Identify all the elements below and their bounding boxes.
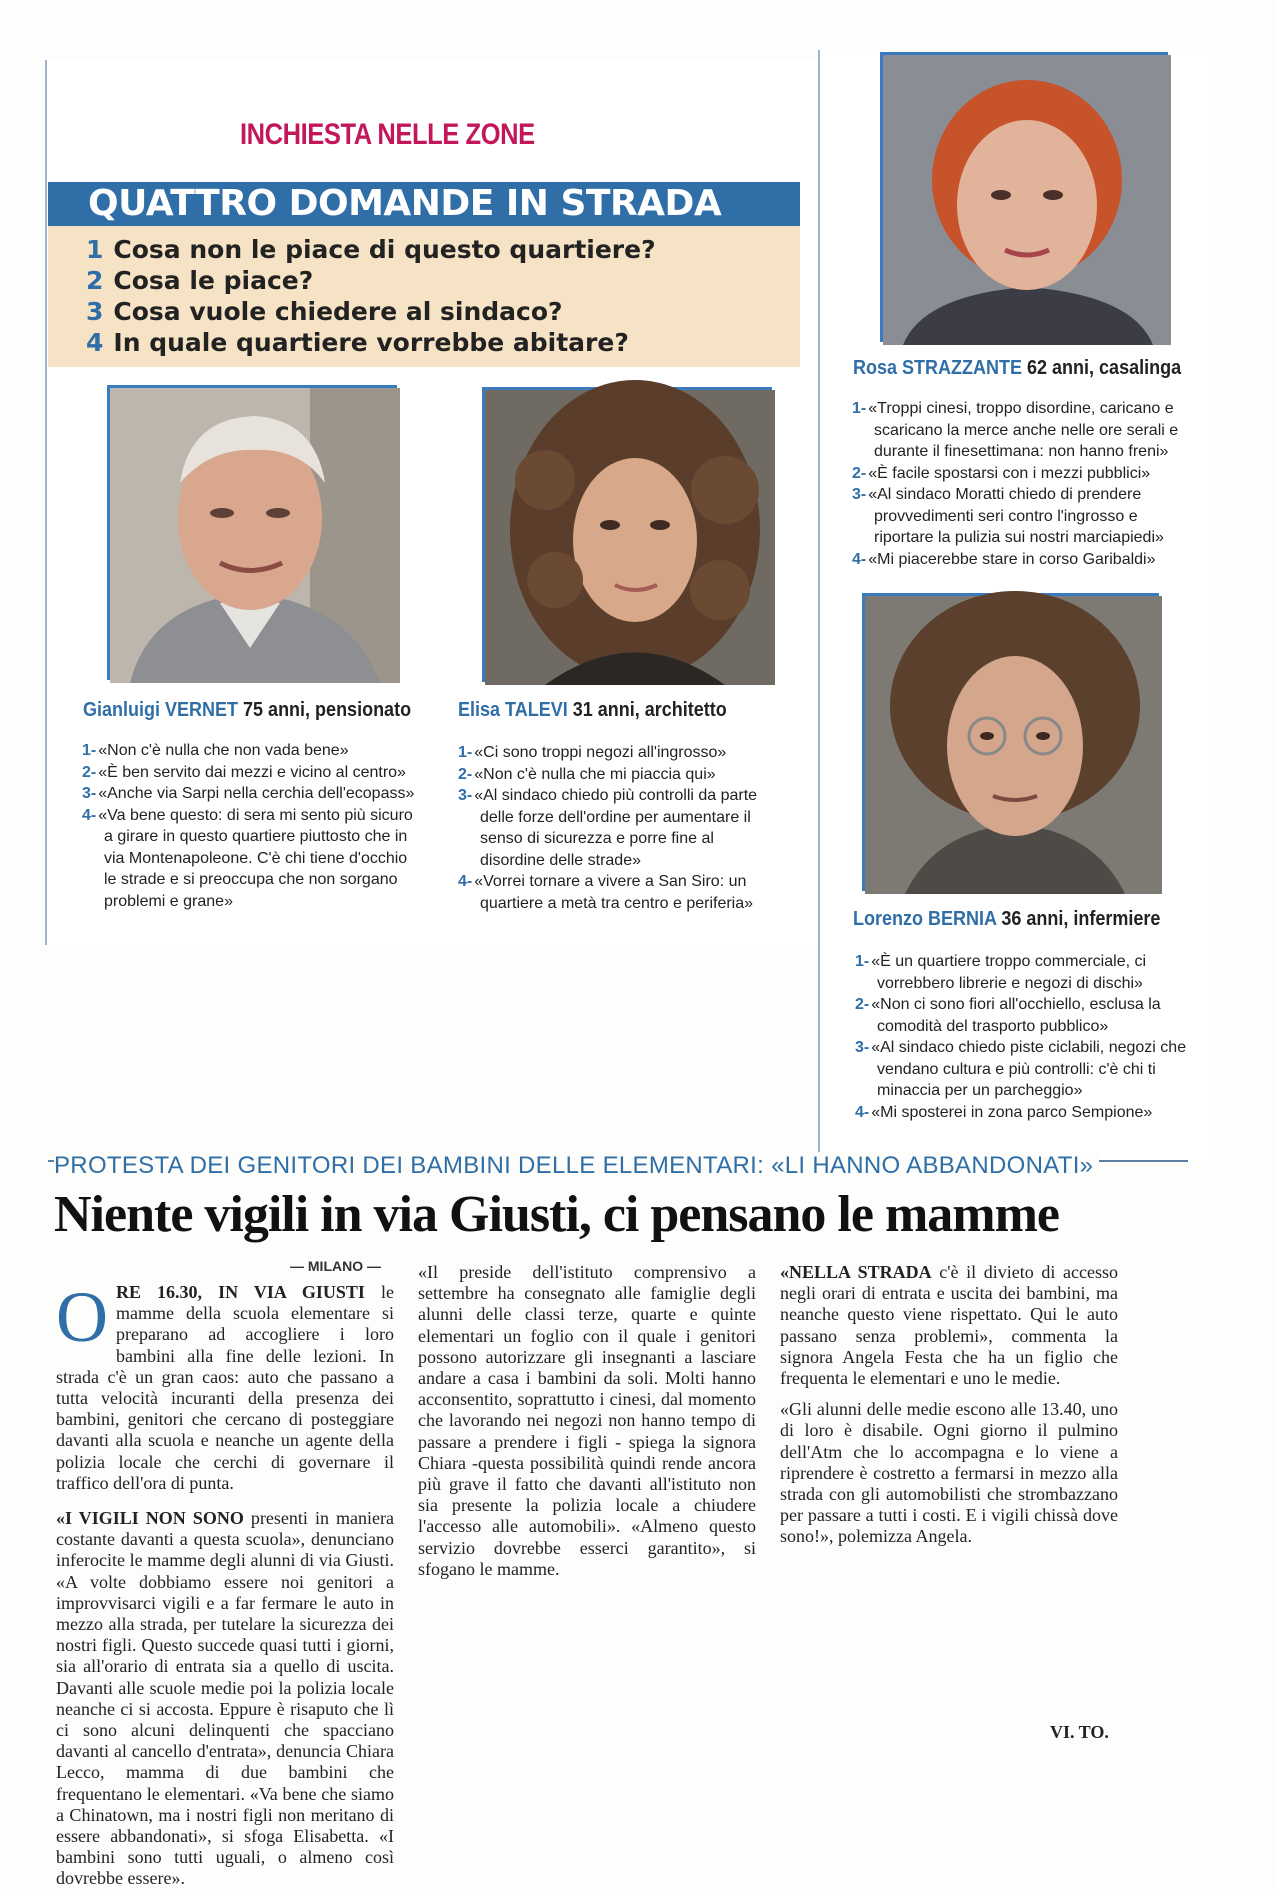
portrait-photo-strazzante — [880, 52, 1168, 342]
answer-item: 3- «Al sindaco chiedo piste ciclabili, negozi che vendano cultura e più controlli: c'è chi ti minaccia per un parcheggio» — [855, 1039, 1187, 1099]
interviewee-caption: Lorenzo BERNIA 36 anni, infermiere — [853, 908, 1161, 930]
article-column-3 — [780, 1262, 1118, 1717]
question-item: 4 In quale quartiere vorrebbe abitare? — [86, 328, 629, 357]
portrait-photo-talevi — [482, 387, 772, 682]
answer-item: 3- «Anche via Sarpi nella cerchia dell'ecopass» — [82, 785, 415, 802]
answers-list — [855, 951, 1195, 1123]
answer-item: 3- «Al sindaco chiedo più controlli da parte delle forze dell'ordine per aumentare il senso di sicurezza e porre fine al disordine delle strade» — [458, 787, 758, 869]
answer-item: 2- «È facile spostarsi con i mezzi pubblici» — [852, 464, 1151, 482]
article-headline: Niente vigili in via Giusti, ci pensano le mamme — [54, 1186, 1059, 1243]
answer-item: 4- «Mi piacerebbe stare in corso Garibaldi» — [852, 550, 1156, 568]
answers-list — [852, 398, 1192, 570]
man-portrait-icon — [865, 596, 1162, 894]
question-item: 1 Cosa non le piace di questo quartiere? — [86, 235, 656, 264]
questions-title: QUATTRO DOMANDE IN STRADA — [48, 182, 800, 226]
answers-list — [82, 740, 422, 912]
answer-item: 4- «Vorrei tornare a vivere a San Siro: un quartiere a metà tra centro e periferia» — [458, 873, 754, 912]
answers-list — [458, 742, 773, 914]
question-item: 2 Cosa le piace? — [86, 266, 314, 295]
question-item: 3 Cosa vuole chiedere al sindaco? — [86, 297, 563, 326]
answer-item: 2- «Non ci sono fiori all'occhiello, esclusa la comodità del trasporto pubblico» — [855, 996, 1161, 1035]
interviewee-caption: Rosa STRAZZANTE 62 anni, casalinga — [853, 357, 1182, 379]
woman-portrait-icon — [485, 390, 775, 685]
article-paragraph: «Gli alunni delle medie escono alle 13.40, uno di loro è disabile. Ogni giorno il pulmino dell'Atm che lo accompagna e lo viene a riprendere è costretto a fermarsi in mezzo alla strada con gli automobilisti che strombazzano per passare a tutti i costi. E i vigili chissà dove sono!», polemizza Angela. — [780, 1399, 1118, 1547]
answer-item: 2- «Non c'è nulla che mi piaccia qui» — [458, 765, 716, 783]
article-subheadline: PROTESTA DEI GENITORI DEI BAMBINI DELLE ELEMENTARI: «LI HANNO ABBANDONATI» — [54, 1152, 1099, 1180]
man-portrait-icon — [110, 388, 400, 683]
drop-cap: O — [56, 1277, 108, 1357]
article-paragraph: ORE 16.30, IN VIA GIUSTI le mamme della scuola elementare si preparano ad accogliere i loro bambini alla fine delle lezioni. In strada c'è un gran caos: auto che passano a tutta velocità incuranti della presenza dei bambini, genitori che cercano di posteggiare davanti alla scuola e neanche un agente della polizia locale che cerchi di governare il traffico dell'ora di punta. — [56, 1277, 394, 1493]
answer-item: 1- «Ci sono troppi negozi all'ingrosso» — [458, 744, 727, 761]
answer-item: 4- «Va bene questo: di sera mi sento più sicuro a girare in questo quartiere piuttosto che in via Montenapoleone. C'è chi tiene d'occhio le strade e si preoccupa che non sorgano problemi e grane» — [82, 806, 413, 910]
author-signature: VI. TO. — [1050, 1722, 1109, 1742]
interviewee-caption: Elisa TALEVI 31 anni, architetto — [458, 699, 727, 721]
woman-portrait-icon — [883, 55, 1171, 345]
answer-item: 2- «È ben servito dai mezzi e vicino al centro» — [82, 763, 406, 781]
article-paragraph: «Il preside dell'istituto comprensivo a settembre ha consegnato alle famiglie degli alunni delle classi terze, quarte e quinte elementari un foglio con il quale i genitori possono autorizzare gli insegnanti a lasciare andare a casa i bambini da soli. Molti hanno acconsentito, soprattutto i cinesi, dal momento che lavorando nei negozi non hanno tempo di passare a prendere i figli - spiega la signora Chiara -questa possibilità quindi rende ancora più grave il fatto che davanti all'istituto non sia presente la polizia locale a chiudere l'accesso alle automobili». «Almeno questo servizio dovrebbe esserci garantito», si sfogano le mamme. — [418, 1262, 756, 1579]
answer-item: 3- «Al sindaco Moratti chiedo di prendere provvedimenti seri contro l'ingrosso e riportare la pulizia sui nostri marciapiedi» — [852, 486, 1164, 546]
answer-item: 1- «Non c'è nulla che non vada bene» — [82, 742, 349, 759]
answer-item: 1- «Troppi cinesi, troppo disordine, caricano e scaricano la merce anche nelle ore serali e durante il finesettimana: non hanno freni» — [852, 400, 1179, 460]
article-column-2 — [418, 1262, 756, 1732]
article-paragraph: «I VIGILI NON SONO presenti in maniera costante davanti a questa scuola», denunciano inferocite le mamme degli alunni di via Giusti. «A volte dobbiamo essere noi genitori a improvvisarci vigili e a far fermare le auto in mezzo alla strada, per tutelare la sicurezza dei nostri figli. Questo succede quasi tutti i giorni, sia all'orario di entrata sia a quello di uscita. Davanti alle scuole medie poi la polizia locale neanche ci si accosta. Eppure è risaputo che lì ci sono alcuni delinquenti che spacciano davanti al cancello d'entrata», denuncia Chiara Lecco, mamma di due bambini che frequentano le elementari. «Va bene che siamo a Chinatown, ma i nostri figli non meritano di essere abbandonati», si sfoga Elisabetta. «I bambini sono tutti uguali, o almeno così dovrebbe essere». — [56, 1508, 394, 1889]
article-column-1 — [56, 1277, 394, 1889]
section-kicker: INCHIESTA NELLE ZONE — [240, 118, 535, 151]
article-dateline: — MILANO — — [290, 1258, 381, 1274]
portrait-photo-bernia — [862, 593, 1159, 891]
article-paragraph: «NELLA STRADA c'è il divieto di accesso negli orari di entrata e uscita dei bambini, ma neanche questo viene rispettato. Qui le auto passano senza problemi», commenta la signora Angela Festa che ha un figlio che frequenta le elementari e uno le medie. — [780, 1262, 1118, 1389]
portrait-photo-vernet — [107, 385, 397, 680]
interviewee-caption: Gianluigi VERNET 75 anni, pensionato — [83, 699, 412, 721]
answer-item: 1- «È un quartiere troppo commerciale, ci vorrebbero librerie e negozi di dischi» — [855, 953, 1147, 992]
answer-item: 4- «Mi sposterei in zona parco Sempione» — [855, 1103, 1153, 1121]
questions-list — [86, 234, 656, 358]
